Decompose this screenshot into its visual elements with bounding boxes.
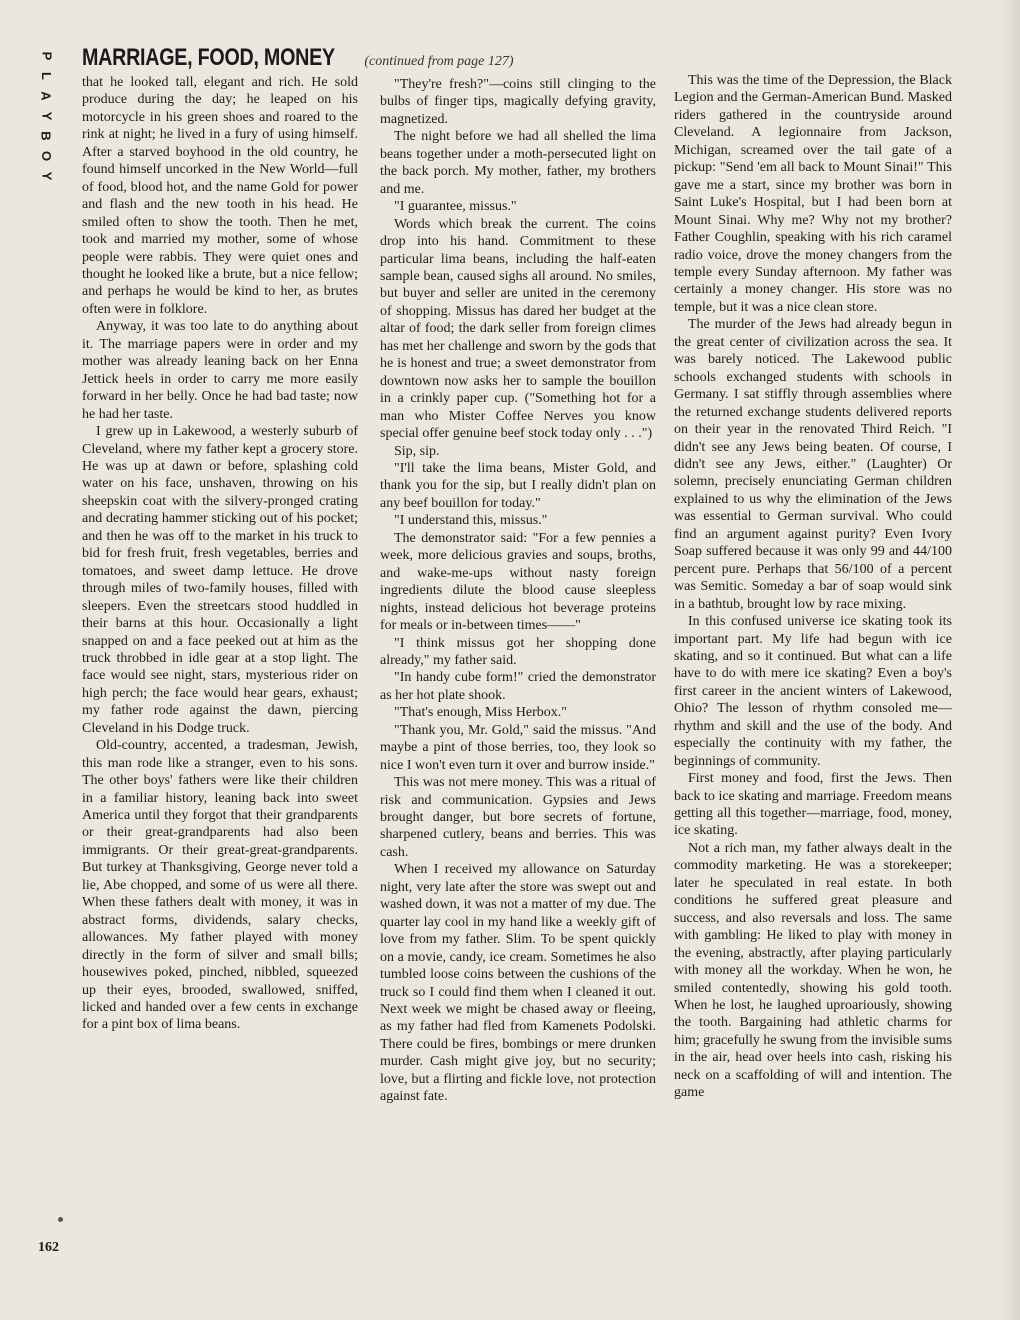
masthead-letter: O — [39, 150, 54, 162]
paragraph: that he looked tall, elegant and rich. He sold produce during the day; he leaped on his motorcycle in his green shoes and roared to the rink at night; he lived in a fury of using himself. After a starved boyhood in the old country, he found himself uncorked in the New World—full of food, blood hot, and the name Gold for power and flash and the new tooth in his head. He smiled often to show the tooth. Then he met, took and married my mother, some of whose people were rabbis. They were quiet ones and thought he looked like a brute, but a nice fellow; and perhaps he would be kind to her, as brutes often were in folklore. — [82, 75, 358, 317]
paragraph: The murder of the Jews had already begun in the great center of civilization across the sea. It was barely noticed. The Lakewood public schools exchanged students with schools in Germany. I sat stiffly through assemblies where the returned exchange students delivered reports on their year in the renovated Third Reich. "I didn't see any Jews being beaten. Of course, I didn't see any Jews, either." (Laughter) Or solemn, precisely enunciating German children explained to us why the elimination of the Jews was essential to German survival. Who could find an argument against purity? Even Ivory Soap suffered because it was only 99 and 44/100 percent pure. Perhaps that 56/100 of a percent was Semitic. Someday a bar of soap would sink in a bathtub, brought low by race mixing. — [674, 317, 952, 612]
paragraph: Sip, sip. — [394, 443, 440, 459]
paragraph: "They're fresh?"—coins still clinging to the bulbs of finger tips, magically defying gravity, magnetized. — [380, 77, 656, 127]
paragraph: When I received my allowance on Saturday night, very late after the store was swept out and washed down, it was not a matter of my due. The quarter lay cool in my hand like a weekly gift of love from my father. Slim. To be spent quickly on a movie, candy, ice cream. Sometimes he also tumbled loose coins between the cushions of the truck so I could find them when I cleaned it out. Next week we might be chased away or fleeing, as my father had fled from Kamenets Podolski. There could be fires, bombings or mere drunken murder. Cash might give joy, but no security; love, but a flirting and fickle love, not protection against fate. — [380, 862, 656, 1105]
paragraph: I grew up in Lakewood, a westerly suburb of Cleveland, where my father kept a grocery store. He was up at dawn or before, splashing cold water on his face, unshaven, throwing on his sheepskin coat with the silvery-pronged crating and decrating hammer sticking out of his pocket; and then he was off to the market in his truck to bid for fresh fruit, fresh vegetables, berries and tomatoes, and sweet damp lettuce. He drove through miles of two-family houses, filled with sleepers. Even the streetcars stood huddled in their barns at this hour. Occasionally a light snapped on and a face peeked out at him as the truck throbbed in idle gear at a stop light. The face would see night, stars, mysterious rider on high perch; the face would hear gears, exhaust; my father rode against the dawn, piercing Cleveland in his Dodge truck. — [82, 424, 358, 736]
paragraph: Anyway, it was too late to do anything about it. The marriage papers were in order and my mother was already leaning back on her Enna Jettick heels in order to carry me more easily forward in her belly. Once he had bad taste; now he had her taste. — [82, 319, 358, 422]
paragraph: "I understand this, missus." — [394, 513, 548, 529]
article-header — [82, 44, 682, 74]
paragraph: "In handy cube form!" cried the demonstrator as her hot plate shook. — [380, 670, 656, 703]
masthead-letter: B — [38, 131, 54, 141]
margin-dot — [58, 1217, 63, 1222]
masthead-letter: Y — [38, 171, 54, 181]
continued-note: (continued from page 127) — [364, 54, 514, 69]
article-title: MARRIAGE, FOOD, MONEY — [82, 44, 335, 71]
paragraph: Not a rich man, my father always dealt in the commodity marketing. He was a storekeeper; later he speculated in real estate. In both conditions he suffered great pleasure and success, and also reversals and loss. The same with gambling: He liked to play with money in the evening, abstractly, after playing particularly with money all the workday. When he won, he smiled contentedly, showing his gold tooth. When he lost, he laughed uproariously, showing the tooth. Bargaining had athletic charms for him; gracefully he swung from the invisible sums in the air, head over heels into cash, risking his neck on a scaffolding of will and intention. The game — [674, 840, 953, 1101]
paragraph: The demonstrator said: "For a few pennies a week, more delicious gravies and soups, broths, and wake-me-ups without nasty foreign ingredients dilute the blood cause sleepless nights, instead delicious hot beverage proteins for meals or in-between times——" — [380, 530, 656, 634]
paragraph: This was not mere money. This was a ritual of risk and communication. Gypsies and Jews brought danger, but bore secrets of fortune, sharpened cutlery, beans and berries. This was cash. — [380, 775, 656, 860]
paragraph: "Thank you, Mr. Gold," said the missus. "And maybe a pint of those berries, too, they look so nice I won't even turn it over and burrow inside." — [380, 722, 656, 773]
paragraph: The night before we had all shelled the lima beans together under a moth-persecuted light on the back porch. My mother, father, my brothers and me. — [380, 129, 656, 197]
paragraph: First money and food, first the Jews. Then back to ice skating and marriage. Freedom means getting all this together—marriage, food, money, ice skating. — [674, 771, 952, 839]
masthead-letter: Y — [38, 111, 54, 121]
paragraph: This was the time of the Depression, the Black Legion and the German-American Bund. Masked riders gathered in the countryside around Cleveland. A legionnaire from Jackson, Michigan, screamed over the tail gate of a pickup: "Send 'em all back to Mount Sinai!" This gave me a start, since my brother was born in Saint Luke's Hospital, but I had been born at Mount Sinai. Why me? Why not my brother? Father Coughlin, speaking with his rich caramel radio voice, drove the money changers from the temple every Sunday afternoon. My father was certainly a money changer. His store was no temple, but it was a nice clean store. — [674, 73, 952, 315]
paragraph: "I think missus got her shopping done already," my father said. — [380, 635, 656, 668]
text-column-2 — [380, 76, 656, 1106]
paragraph: "I guarantee, missus." — [394, 199, 517, 215]
paragraph: Words which break the current. The coins drop into his hand. Commitment to these particular lima beans, including the half-eaten sample bean, caused sighs all around. No smiles, but buyer and seller are united in the ceremony of shopping. Missus has dared her budget at the altar of food; the dark seller from foreign climes has met her challenge and sworn by the gods that he is honest and true; a sweet demonstrator from downtown now asks her to sample the bouillon in a crinkly paper cup. ("Something hot for a man who Mister Coffee Nerves you know special offer genuine beef stock today only . . .") — [380, 216, 656, 442]
text-column-1 — [82, 74, 358, 1034]
masthead-letter: A — [38, 91, 54, 101]
page-edge-shadow — [1002, 0, 1020, 1320]
page-number: 162 — [38, 1240, 59, 1255]
paragraph: "I'll take the lima beans, Mister Gold, and thank you for the sip, but I really didn't plan on any beef bouillon for today." — [380, 460, 656, 511]
text-column-3 — [674, 72, 952, 1102]
magazine-masthead — [38, 46, 54, 186]
masthead-letter: L — [38, 72, 54, 80]
paragraph: "That's enough, Miss Herbox." — [394, 705, 567, 721]
paragraph: In this confused universe ice skating took its important part. My life had begun with ice skating, and so it continued. But what can a life have to do with mere ice skating? Even a boy's first career in the ancient winters of Lakewood, Ohio? The lesson of rhythm consoled me—rhythm and skill and the use of the body. And especially the continuity with my father, the beginnings of community. — [674, 614, 952, 769]
paragraph: Old-country, accented, a tradesman, Jewish, this man rode like a stranger, even to his sons. The other boys' fathers were like their children in a familiar history, leaning back into sweet America until they forgot that their grandparents or their great-grandparents had also been immigrants. Or their great-great-grandparents. But turkey at Thanksgiving, George never told a lie, Abe chopped, and some of us were all there. When these fathers dealt with money, it was in abstract forms, dividends, salary checks, allowances. My father played with money directly in the form of silver and small bills; housewives poked, pinched, nibbled, squeezed up their eyes, brooded, swallowed, sniffed, licked and handed over a few cents in exchange for a pint box of lima beans. — [82, 738, 358, 1033]
masthead-letter: P — [38, 51, 54, 61]
